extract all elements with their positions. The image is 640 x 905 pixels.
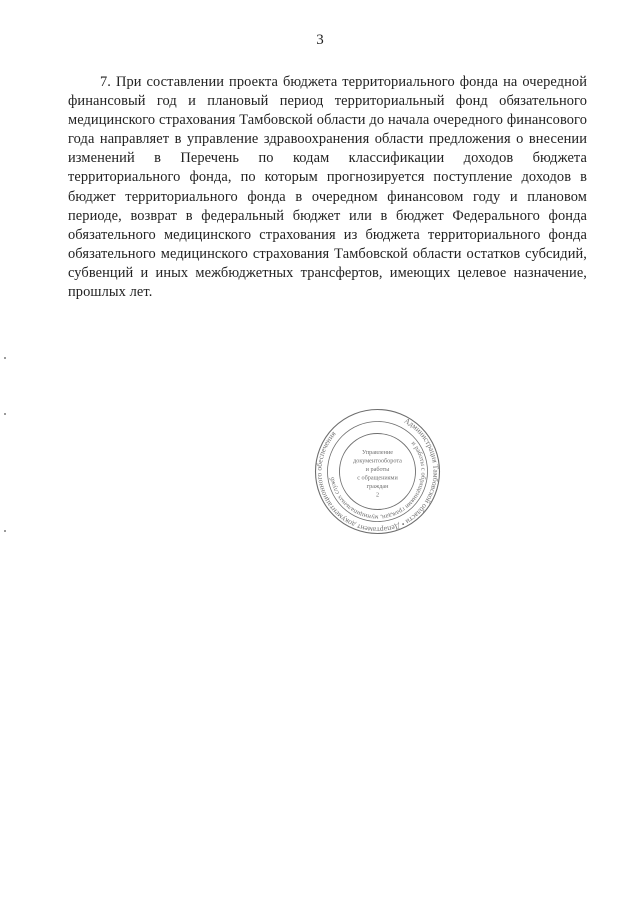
scan-margin-mark (4, 413, 6, 415)
seal-center-line-3: и работы (365, 466, 390, 473)
seal-center-number: 2 (375, 491, 380, 499)
page-number: 3 (316, 32, 324, 48)
official-seal-stamp (314, 408, 441, 535)
seal-center-line-1: Управление (361, 449, 394, 456)
scan-margin-mark (4, 530, 6, 532)
seal-outer-ring-text: Администрация Тамбовской области • Департамент документационного обеспечения (314, 415, 441, 535)
scan-margin-mark (4, 357, 6, 359)
body-paragraph: 7. При составлении проекта бюджета территориального фонда на очередной финансовый год и плановый период территориальный фонд обязательного медицинского страхования Тамбовской области до начала очередного финансового года направляет в управление здравоохранения области предложения о внесении изменений в Перечень по кодам классификации доходов бюджета территориального фонда, по которым прогнозируется поступление доходов в бюджет территориального фонда в очередном финансовом году и плановом периоде, возврат в федеральный бюджет или в бюджет Федерального фонда обязательного медицинского страхования из бюджета территориального фонда обязательного медицинского страхования Тамбовской области остатков субсидий, субвенций и иных межбюджетных трансфертов, имеющих целевое назначение, прошлых лет. (68, 74, 587, 301)
seal-center-line-2: документооборота (353, 457, 402, 465)
seal-inner-ring-text: и работы с обращениями граждан, муниципальных служб (328, 440, 427, 521)
seal-center-line-4: с обращениями (357, 474, 398, 482)
seal-center-line-5: граждан (366, 483, 389, 490)
